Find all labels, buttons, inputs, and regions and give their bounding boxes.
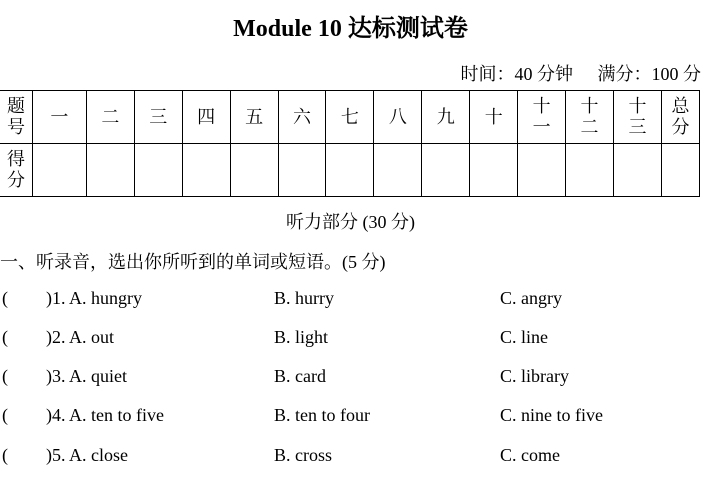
row-label-score: 得 分: [0, 144, 32, 197]
score-cell[interactable]: [518, 144, 566, 197]
exam-meta: [441, 60, 701, 86]
column-header: 十: [470, 91, 518, 144]
question-item: [0, 327, 701, 351]
score-cell[interactable]: [422, 144, 470, 197]
column-header: 十 一: [518, 91, 566, 144]
answer-bracket[interactable]: (: [2, 366, 8, 386]
column-header: 四: [182, 91, 230, 144]
score-cell[interactable]: [86, 144, 134, 197]
column-header: 八: [374, 91, 422, 144]
score-cell[interactable]: [230, 144, 278, 197]
answer-bracket[interactable]: (: [2, 405, 8, 425]
column-header: 三: [134, 91, 182, 144]
exam-time: 时间：40 分钟: [460, 64, 573, 84]
score-cell[interactable]: [470, 144, 518, 197]
score-cell[interactable]: [566, 144, 614, 197]
question-item: [0, 366, 701, 390]
option-a: )4. A. ten to five: [46, 405, 164, 425]
score-cell[interactable]: [374, 144, 422, 197]
column-header: 一: [32, 91, 86, 144]
option-c: C. angry: [500, 288, 562, 308]
option-b: B. card: [274, 366, 326, 386]
column-header: 十 三: [614, 91, 662, 144]
option-a: )1. A. hungry: [46, 288, 142, 308]
option-c: C. line: [500, 327, 548, 347]
answer-bracket[interactable]: (: [2, 288, 8, 308]
exam-full-score: 满分：100 分: [597, 64, 701, 84]
question-item: [0, 405, 701, 429]
score-cell[interactable]: [134, 144, 182, 197]
column-header: 二: [86, 91, 134, 144]
option-c: C. nine to five: [500, 405, 603, 425]
option-b: B. light: [274, 327, 329, 347]
question-heading: 一、听录音，选出你所听到的单词或短语。(5 分): [0, 252, 386, 272]
score-table-header-row: [0, 91, 700, 144]
score-cell[interactable]: [182, 144, 230, 197]
score-cell[interactable]: [326, 144, 374, 197]
score-cell[interactable]: [32, 144, 86, 197]
page-title: Module 10 达标测试卷: [233, 16, 468, 42]
score-cell[interactable]: [614, 144, 662, 197]
column-header: 十 二: [566, 91, 614, 144]
column-header: 五: [230, 91, 278, 144]
column-header: 六: [278, 91, 326, 144]
answer-bracket[interactable]: (: [2, 327, 8, 347]
score-cell[interactable]: [278, 144, 326, 197]
row-label-question: 题 号: [0, 91, 32, 144]
option-a: )5. A. close: [46, 445, 128, 465]
score-table-score-row: [0, 144, 700, 197]
question-item: [0, 288, 701, 312]
column-header: 总 分: [661, 91, 699, 144]
option-a: )2. A. out: [46, 327, 115, 347]
option-c: C. come: [500, 445, 560, 465]
option-b: B. ten to four: [274, 405, 370, 425]
listening-section-label: 听力部分 (30 分): [286, 212, 415, 232]
score-table: [0, 90, 700, 197]
option-b: B. cross: [274, 445, 332, 465]
option-c: C. library: [500, 366, 569, 386]
option-a: )3. A. quiet: [46, 366, 127, 386]
answer-bracket[interactable]: (: [2, 445, 8, 465]
question-item: [0, 445, 701, 469]
column-header: 九: [422, 91, 470, 144]
option-b: B. hurry: [274, 288, 334, 308]
score-cell[interactable]: [661, 144, 699, 197]
column-header: 七: [326, 91, 374, 144]
